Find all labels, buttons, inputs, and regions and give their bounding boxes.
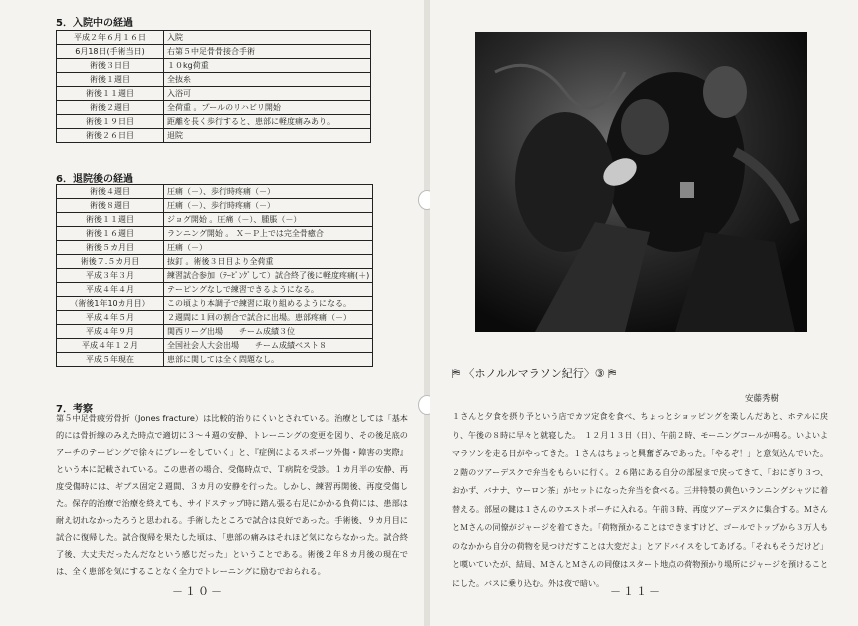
event-cell: この頃より本調子で練習に取り組めるようになる。: [164, 297, 373, 311]
section-7-title: 7．考察: [56, 404, 93, 415]
table-row: [57, 73, 371, 87]
bleed-through-text: [438, 60, 478, 78]
rugby-photo: [475, 32, 807, 332]
table-row: [57, 241, 373, 255]
article-title-text: 〈ホノルルマラソン紀行〉③: [463, 367, 605, 380]
page-number-left: －１０－: [172, 585, 224, 598]
period-cell: 術後８週目: [57, 199, 164, 213]
period-cell: 平成２年６月１６日: [57, 31, 164, 45]
table-row: [57, 59, 371, 73]
event-cell: 圧痛（－）、歩行時疼痛（－）: [164, 199, 373, 213]
period-cell: 6月18日(手術当日): [57, 45, 164, 59]
post-discharge-table: [56, 184, 373, 367]
table-row: [57, 311, 373, 325]
table-row: [57, 115, 371, 129]
event-cell: ジョグ開始 。圧痛（－）、腫脹（－）: [164, 213, 373, 227]
period-cell: 術後１１週目: [57, 213, 164, 227]
event-cell: 関西リーグ出場 チーム成績３位: [164, 325, 373, 339]
event-cell: 全荷重 。プールのリハビリ開始: [164, 101, 371, 115]
period-cell: 術後２６日目: [57, 129, 164, 143]
flag-icon: ⛿: [452, 367, 460, 380]
table-row: [57, 269, 373, 283]
period-cell: 平成４年９月: [57, 325, 164, 339]
table-row: [57, 185, 373, 199]
period-cell: 術後４週目: [57, 185, 164, 199]
left-page: [0, 0, 424, 626]
hospital-course-table: [56, 30, 371, 143]
table-row: [57, 227, 373, 241]
event-cell: ランニング開始 。 Ｘ－Ｐ上では完全骨癒合: [164, 227, 373, 241]
event-cell: 全抜糸: [164, 73, 371, 87]
event-cell: 全国社会人大会出場 チーム成績ベスト８: [164, 339, 373, 353]
period-cell: 術後１週目: [57, 73, 164, 87]
page-number-right: －１１－: [610, 585, 662, 598]
section-6-title: 6．退院後の経過: [56, 174, 133, 185]
event-cell: 圧痛（－）、歩行時疼痛（－）: [164, 185, 373, 199]
article-title: [452, 365, 616, 381]
period-cell: 術後２週目: [57, 101, 164, 115]
event-cell: テーピングなしで練習できるようになる。: [164, 283, 373, 297]
event-cell: 抜釘 。術後３日目より全荷重: [164, 255, 373, 269]
event-cell: ２週間に１回の割合で試合に出場。患部疼痛（－）: [164, 311, 373, 325]
period-cell: （術後1年10カ月目）: [57, 297, 164, 311]
event-cell: １０kg荷重: [164, 59, 371, 73]
period-cell: 平成４年４月: [57, 283, 164, 297]
period-cell: 術後５カ月目: [57, 241, 164, 255]
event-cell: 入浴可: [164, 87, 371, 101]
period-cell: 術後３日目: [57, 59, 164, 73]
period-cell: 平成４年１２月: [57, 339, 164, 353]
event-cell: 患部に関しては全く問題なし。: [164, 353, 373, 367]
discussion-text: 第５中足骨疲労骨折（Jones fracture）は比較的治りにくいとされている。治療としては「基本的には骨折線のみえた時点で適切に３～４週の安静、トレーニングの変更を図り、その後足底のアーチのテーピングで徐々にプレーをしていく」と、『症例によるスポーツ外傷・障害の実際』という本に記載されている。この患者の場合、受傷時点で、Ｔ病院を受診。１カ月半の安静、再度受傷時には、ギプス固定２週間、３カ月の安静を行った。しかし、練習再開後、再度受傷した。保存的治療で治療を終えても、サイドステップ時に踏ん張る右足にかかる負荷には、患部は耐え切れなかったろうと思われる。手術したところで試合は良好であった。手術後、９カ月目に試合に復帰した。試合復帰を果たした頃は、「患部の痛みはそれほど気にならなかった。試合終了後、大丈夫だったんだなという感じだった」ということである。術後２年８カ月後の現在では、全く患部を気にすることなく全力でトレーニングに励むでおられる。: [56, 413, 408, 576]
event-cell: 圧痛（－）: [164, 241, 373, 255]
section-5-title: 5．入院中の経過: [56, 18, 133, 29]
table-row: [57, 87, 371, 101]
table-row: [57, 45, 371, 59]
table-row: [57, 31, 371, 45]
flag-icon: ⛿: [608, 367, 617, 380]
author-name: 安藤秀樹: [745, 394, 780, 404]
event-cell: 入院: [164, 31, 371, 45]
event-cell: 退院: [164, 129, 371, 143]
table-row: [57, 199, 373, 213]
table-row: [57, 101, 371, 115]
event-cell: 右第５中足骨骨接合手術: [164, 45, 371, 59]
period-cell: 術後１１週目: [57, 87, 164, 101]
table-row: [57, 283, 373, 297]
table-row: [57, 213, 373, 227]
period-cell: 平成４年５月: [57, 311, 164, 325]
period-cell: 術後１９日目: [57, 115, 164, 129]
table-row: [57, 325, 373, 339]
table-row: [57, 339, 373, 353]
table-row: [57, 297, 373, 311]
table-row: [57, 255, 373, 269]
table-row: [57, 353, 373, 367]
event-cell: 距離を長く歩行すると、患部に軽度痛みあり。: [164, 115, 371, 129]
period-cell: 術後７.５カ月目: [57, 255, 164, 269]
period-cell: 平成５年現在: [57, 353, 164, 367]
table-row: [57, 129, 371, 143]
article-body: １さんと夕食を摂り予という店でカツ定食を食べ、ちょっとショッピングを楽しんだあと、ホテルに戻り、午後の８時に早々と就寝した。 １２月１３日（日）、午前２時、モーニングコールが鳴る。いよいよマラソンを走る日がやってきた。１さんはちょっと興奮ぎみであった。「やるぞ！」と意気込んでいた。２階のツアーデスクで弁当をもらいに行く。２６階にある自分の部屋まで戻ってきて、「おにぎり３つ、おかず、バナナ、ウーロン茶」がセットになった弁当を食べる。三井特製の黄色いランニングシャツに着替える。部屋の鍵は１さんのウエストポーチに入れる。午前３時、再度ツアーデスクに集合する。ＭさんとＭさんの同僚がジャージを着てきた。「荷物預かることはできますけど、ゴールでトップから３万人ものなかから自分の荷物を見つけだすことは大変だよ」とアドバイスをしてあげる。「それもそうだけど」と嘆いていたが、結局、ＭさんとＭさんの同僚はスタート地点の荷物預かり場所にジャージを預けることにした。バスに乗り込む。外は夜で暗い。: [452, 412, 828, 588]
period-cell: 平成３年３月: [57, 269, 164, 283]
period-cell: 術後１６週目: [57, 227, 164, 241]
event-cell: 練習試合参加（ﾃｰﾋﾟﾝｸﾞして）試合終了後に軽度疼痛(＋): [164, 269, 373, 283]
